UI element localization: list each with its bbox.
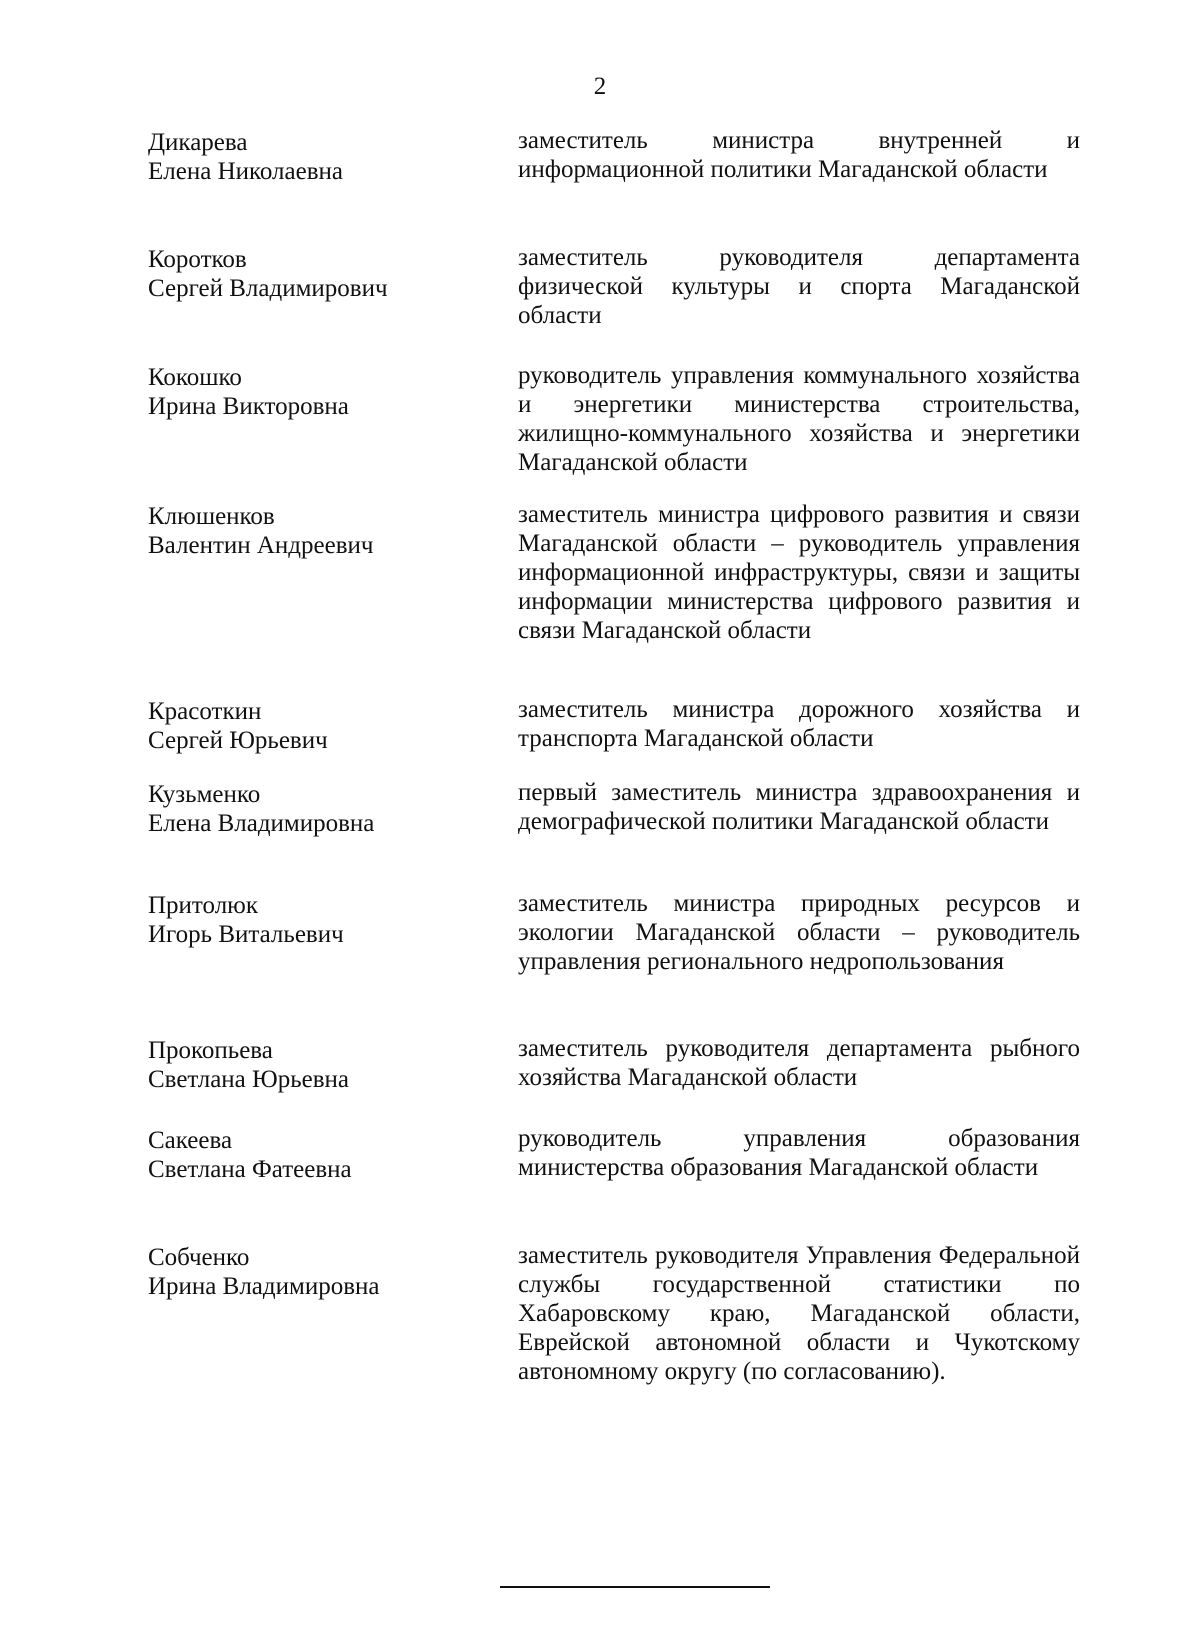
member-given-names: Ирина Владимировна [148,1273,380,1300]
member-given-names: Елена Владимировна [148,810,375,837]
member-surname: Прокопьева [148,1037,273,1064]
member-name [148,1243,478,1301]
member-given-names: Игорь Витальевич [148,921,344,948]
member-given-names: Сергей Владимирович [148,275,388,302]
member-name [148,1036,478,1094]
member-name [148,245,478,303]
member-position: руководитель управления коммунального хозяйства и энергетики министерства строительства, жилищно-коммунального хозяйства и энергетики Магаданской области [518,362,1080,476]
member-given-names: Светлана Юрьевна [148,1066,350,1093]
member-position: первый заместитель министра здравоохранения и демографической политики Магаданской области [518,779,1080,835]
member-name [148,697,478,755]
member-surname: Клюшенков [148,503,275,530]
member-given-names: Валентин Андреевич [148,532,374,559]
member-surname: Коротков [148,246,247,273]
member-surname: Собченко [148,1244,250,1271]
member-position: заместитель руководителя департамента рыбного хозяйства Магаданской области [518,1035,1080,1091]
member-name [148,891,478,949]
page-number: 2 [593,73,607,100]
member-surname: Кузьменко [148,781,261,808]
closing-divider-line [500,1586,770,1588]
member-name [148,780,478,838]
member-surname: Притолюк [148,892,258,919]
member-position: заместитель министра цифрового развития и связи Магаданской области – руководитель управления информационной инфраструктуры, связи и защиты информации министерства цифрового развития и связи Магаданской области [518,501,1080,644]
member-given-names: Светлана Фатеевна [148,1156,352,1183]
member-surname: Сакеева [148,1127,233,1154]
member-name [148,1126,478,1184]
member-surname: Кокошко [148,364,242,391]
member-position: заместитель министра дорожного хозяйства и транспорта Магаданской области [518,696,1080,752]
member-position: заместитель министра природных ресурсов и экологии Магаданской области – руководитель управления регионального недропользования [518,890,1080,975]
member-given-names: Сергей Юрьевич [148,727,328,754]
member-position: заместитель министра внутренней и информационной политики Магаданской области [518,127,1080,183]
member-name [148,502,478,560]
member-name [148,128,478,186]
member-position: заместитель руководителя департамента физической культуры и спорта Магаданской области [518,244,1080,329]
member-position: руководитель управления образования министерства образования Магаданской области [518,1125,1080,1181]
member-surname: Дикарева [148,129,248,156]
member-position: заместитель руководителя Управления Федеральной службы государственной статистики по Хабаровскому краю, Магаданской области, Еврейской автономной области и Чукотскому автономному округу (по согласованию). [518,1242,1080,1385]
member-given-names: Елена Николаевна [148,158,343,185]
member-given-names: Ирина Викторовна [148,393,349,420]
member-name [148,363,478,421]
member-surname: Красоткин [148,698,262,725]
